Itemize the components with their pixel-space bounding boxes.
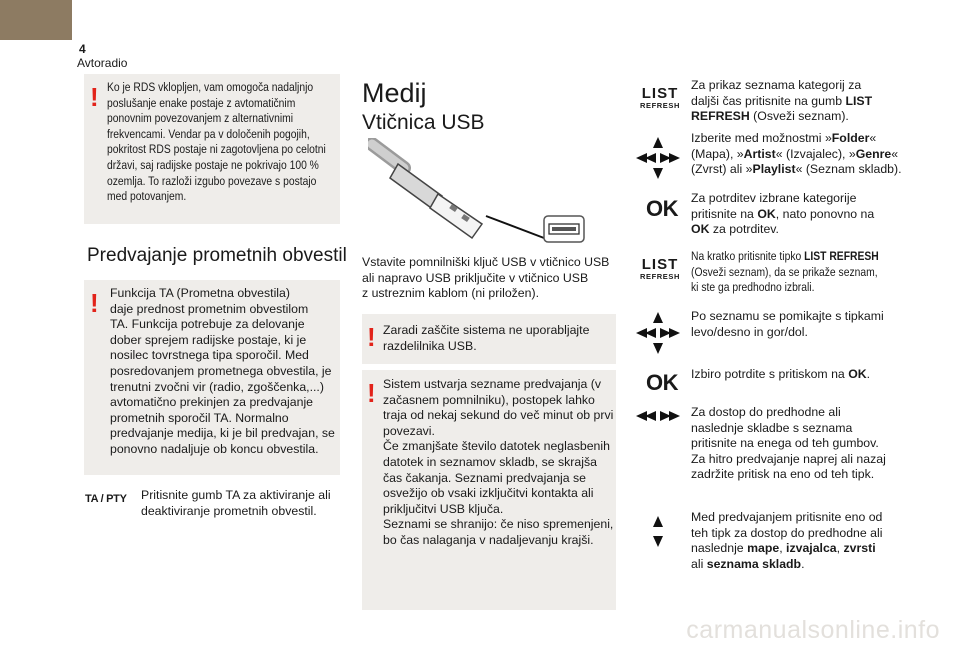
section-heading-media: Medij <box>362 78 427 108</box>
step-list-refresh-long: Za prikaz seznama kategorij za daljši čas pritisnite na gumb LIST REFRESH (Osveži seznam). <box>691 78 873 124</box>
usb-instruction: Vstavite pomnilniški ključ USB v vtičnico USB ali napravo USB priključite v vtičnico USB z ustreznim kablom (ni priložen). <box>362 255 610 301</box>
section-title: Predvajanje prometnih obvestil <box>87 245 347 266</box>
step-prev-next-track: Za dostop do predhodne ali naslednje skladbe s seznama pritisnite na enega od teh gumbov. Za hitro predvajanje naprej ali nazaj zadržite pritisk na eno od teh tipk. <box>691 405 886 482</box>
arrow-cross-icon <box>636 312 680 354</box>
warning-icon: ! <box>367 378 376 408</box>
step-list-refresh-short: Na kratko pritisnite tipko LIST REFRESH (Osveži seznam), da se prikaže seznam, ki ste ga predhodno izbrali. <box>691 249 879 295</box>
ta-instruction: Pritisnite gumb TA za aktiviranje ali deaktiviranje prometnih obvestil. <box>141 488 331 518</box>
step-scroll-list: Po seznamu se pomikajte s tipkami levo/desno in gor/dol. <box>691 309 884 339</box>
rds-warning-text: Ko je RDS vklopljen, vam omogoča nadaljnjo poslušanje enake postaje z avtomatičnim ponovnim povezovanjem z alternativnimi frekvencami. Vendar pa v določenih pogojih, pokritost RDS postaje ni zagotovljena po celotni državi, saj radijske postaje ne pokrivajo 100 % ozemlja. To razloži izgubo povezave s postajo med potovanjem. <box>107 80 326 204</box>
watermark: carmanualsonline.info <box>686 616 940 644</box>
page-number: 4 <box>79 42 86 56</box>
step-select-category: Izberite med možnostmi »Folder« (Mapa), »Artist« (Izvajalec), »Genre« (Zvrst) ali »Playlist« (Seznam skladb). <box>691 131 902 177</box>
warning-icon: ! <box>90 288 99 318</box>
playlist-warning-text: Sistem ustvarja sezname predvajanja (v začasnem pomnilniku), postopek lahko traja od nekaj sekund do več minut ob prvi povezavi. Če zmanjšate število datotek neglasbenih datotek in seznamov skladb, se skrajša čas čakanja. Seznami predvajanja se osvežijo ob vsaki izklјučitvi kontakta ali priključitvi USB ključa. Seznami se shranijo: če niso spremenjeni, bo čas nalaganja v nadaljevanju krajši. <box>383 377 614 547</box>
warning-icon: ! <box>367 322 376 352</box>
usb-stick-icon <box>372 144 482 238</box>
up-down-arrows-icon <box>653 516 665 548</box>
ta-warning-text: Funkcija TA (Prometna obvestila) daje prednost prometnim obvestilom TA. Funkcija potrebuje za delovanje dober sprejem radijske postaje, ki je nosilec tovrstnega tipa sporočil. Med posredovanjem prometnega obvestila, je trenutni zvočni vir (radio, zgoščenka,...) avtomatično prekinjen za predvajanje prometnih sporočil TA. Normalno predvajanje medija, ki je bil predvajan, se ponovno nadaljuje ob koncu obvestila. <box>110 286 335 456</box>
chapter-title: Avtoradio <box>77 56 128 70</box>
step-confirm-category: Za potrditev izbrane kategorije pritisnite na OK, nato ponovno na OK za potrditev. <box>691 191 875 237</box>
arrow-cross-icon <box>636 137 680 179</box>
chapter-tab <box>0 0 72 40</box>
ta-pty-button-icon: TA / PTY <box>85 493 127 505</box>
step-prev-next-folder: Med predvajanjem pritisnite eno od teh tipk za dostop do predhodne ali naslednje mape, izvajalca, zvrsti ali seznama skladb. <box>691 510 883 571</box>
list-refresh-icon: LIST REFRESH <box>639 256 681 281</box>
step-confirm-selection: Izbiro potrdite s pritiskom na OK. <box>691 367 871 381</box>
warning-icon: ! <box>90 82 99 112</box>
ok-icon: OK <box>646 370 678 395</box>
usb-hub-warning-text: Zaradi zaščite sistema ne uporabljajte razdelilnika USB. <box>383 323 590 353</box>
ok-icon: OK <box>646 196 678 221</box>
left-right-arrows-icon <box>636 411 680 423</box>
usb-stick-illustration <box>368 138 590 246</box>
list-refresh-icon: LIST REFRESH <box>639 85 681 110</box>
usb-socket-heading: Vtičnica USB <box>362 111 485 134</box>
usb-socket-icon <box>544 216 584 242</box>
